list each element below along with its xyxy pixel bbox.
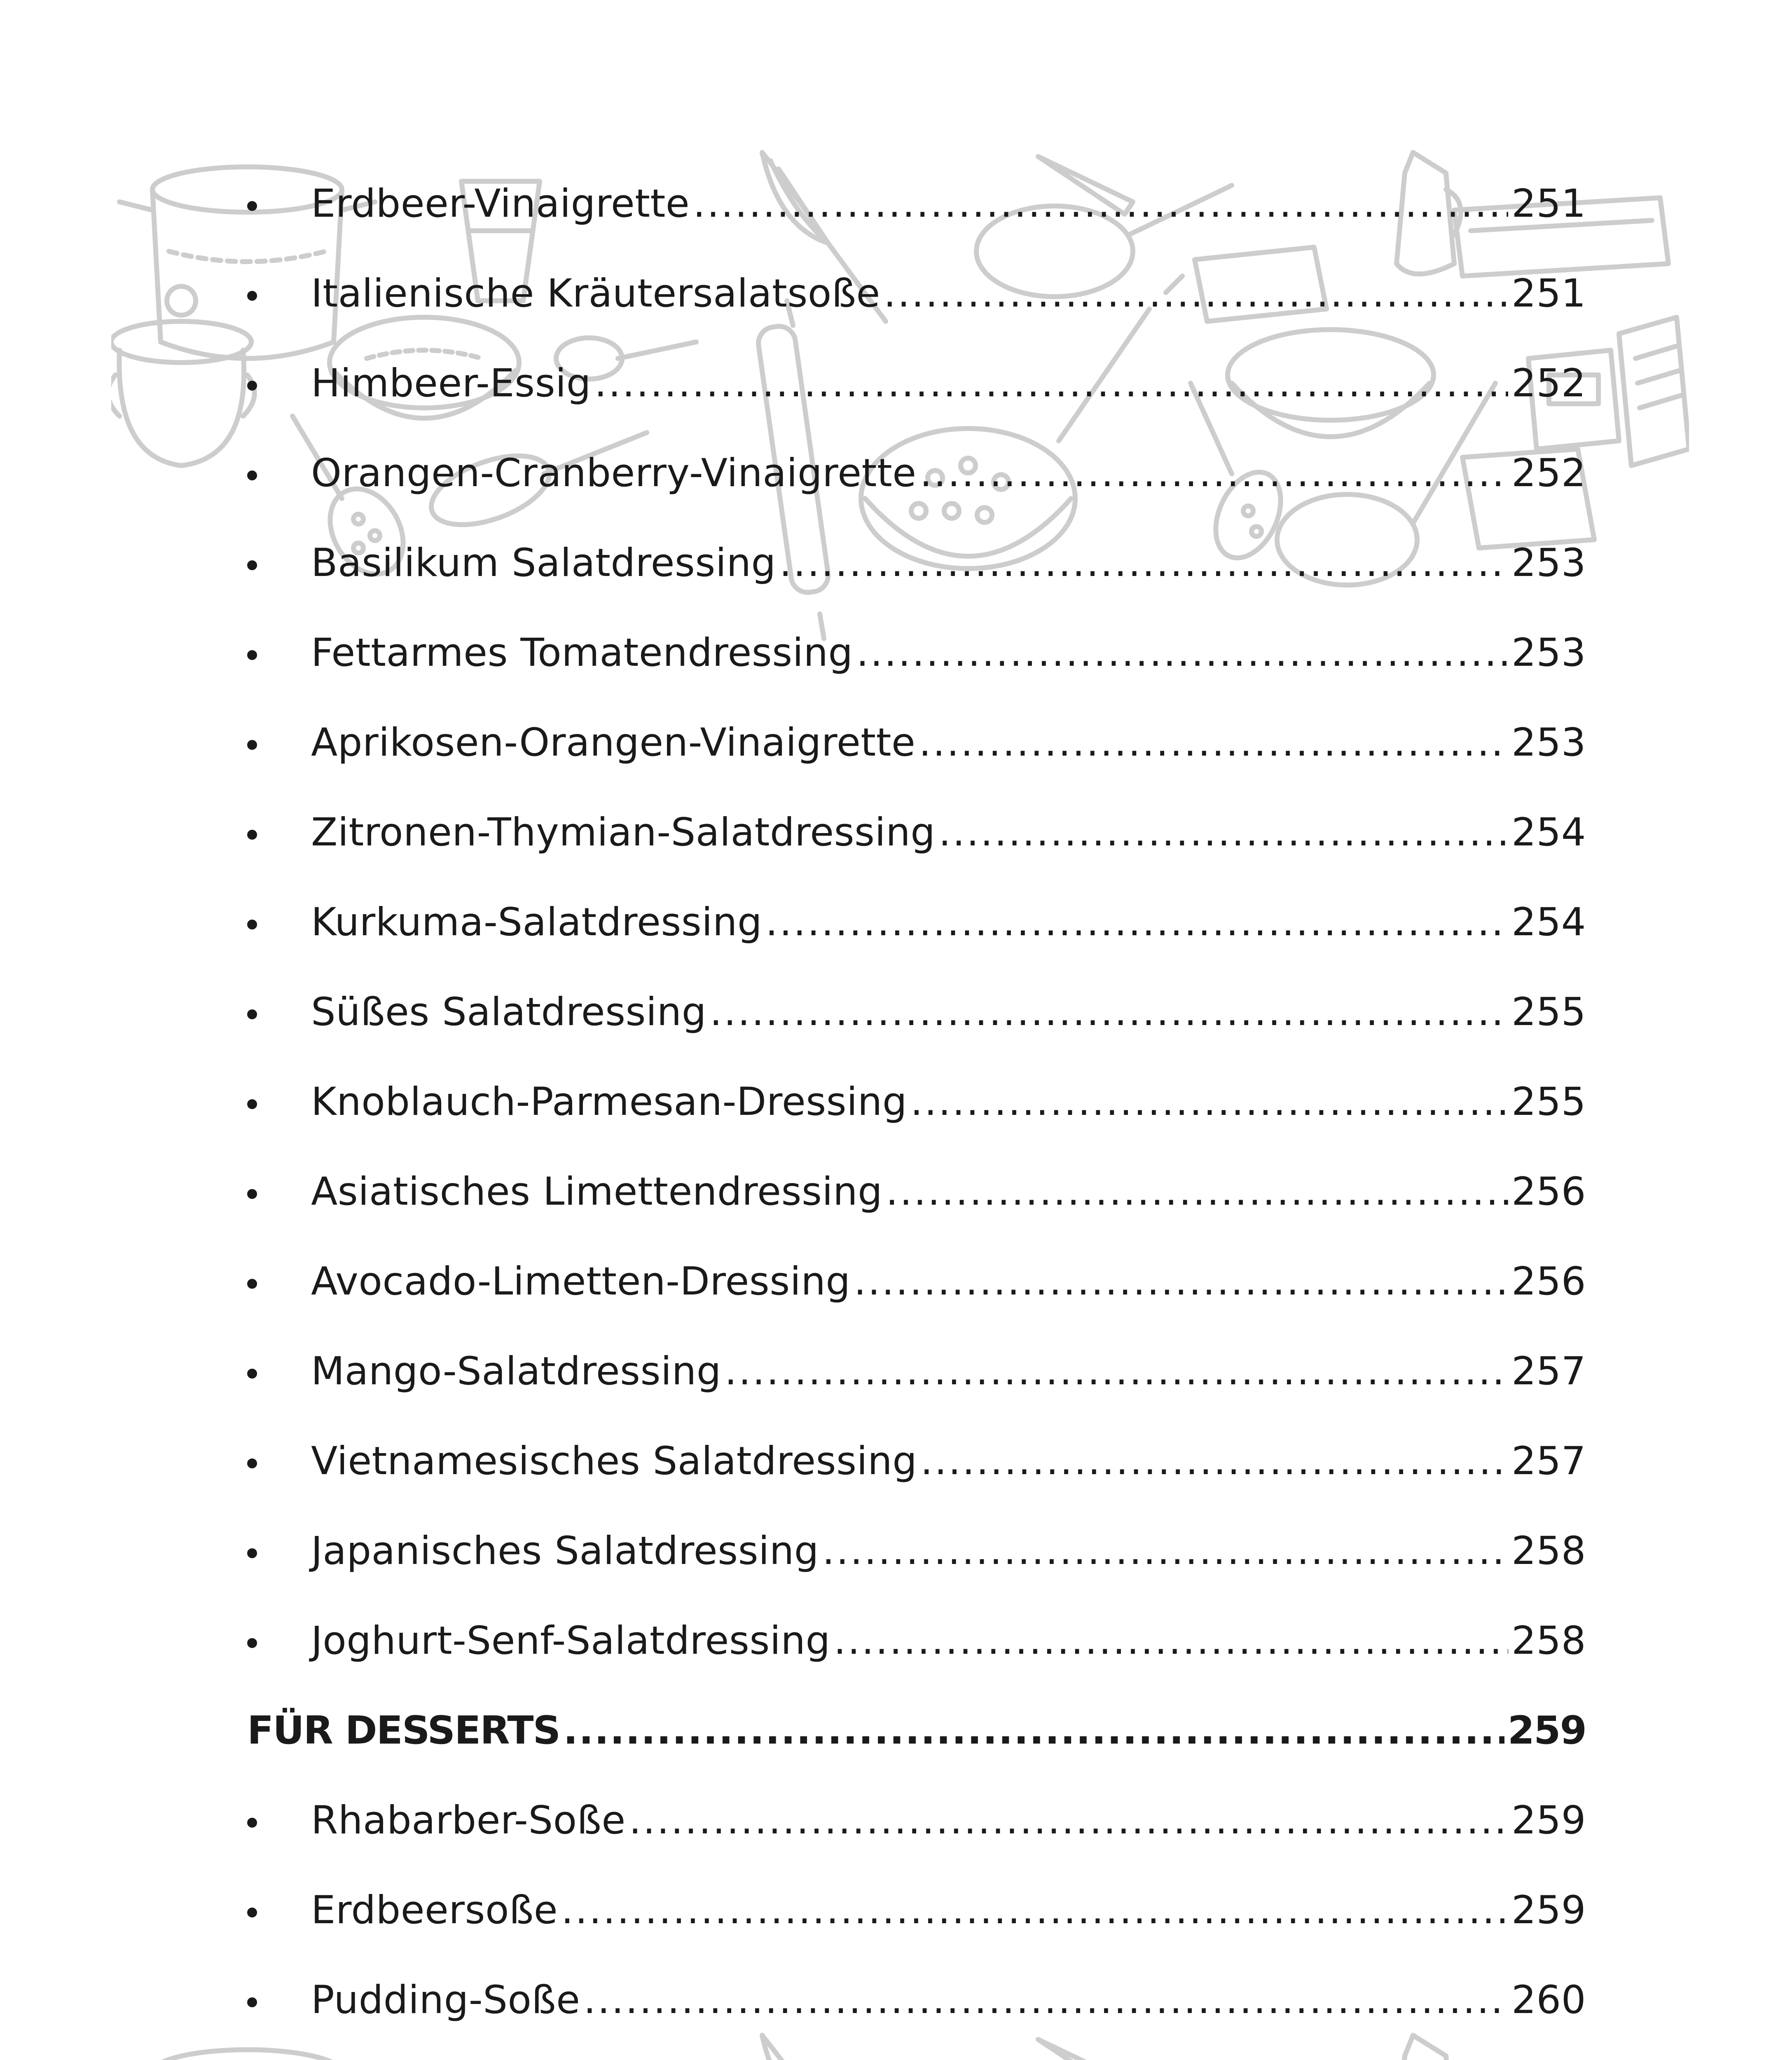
dot-leader	[693, 181, 1508, 226]
bullet-icon	[247, 830, 257, 840]
toc-entry-title: Erdbeersoße	[311, 1887, 558, 1933]
toc-entry[interactable]	[247, 518, 1586, 608]
toc-entry-line	[311, 1079, 1586, 1124]
toc-entry[interactable]	[247, 248, 1586, 338]
dot-leader	[594, 361, 1508, 406]
toc-page-number: 258	[1511, 1528, 1586, 1573]
bullet-icon	[247, 381, 257, 391]
bullet-icon	[247, 291, 257, 301]
bullet-icon	[247, 201, 257, 211]
toc-entry-line	[311, 1888, 1586, 1933]
dot-leader	[710, 990, 1508, 1035]
dot-leader	[919, 720, 1508, 765]
toc-entry-title: Aprikosen-Orangen-Vinaigrette	[311, 720, 916, 765]
toc-entry[interactable]	[247, 608, 1586, 698]
toc-page-number: 258	[1511, 1618, 1586, 1663]
toc-page-number: 256	[1511, 1169, 1586, 1214]
toc-entry[interactable]	[247, 1147, 1586, 1236]
sugar-bowl-icon	[111, 286, 255, 466]
bullet-icon	[247, 471, 257, 480]
bullet-icon	[247, 740, 257, 750]
dot-leader	[725, 1349, 1508, 1394]
toc-entry[interactable]	[247, 787, 1586, 877]
toc-page-number: 252	[1511, 360, 1586, 406]
toc-entry-title: Vietnamesisches Salatdressing	[311, 1438, 917, 1484]
toc-entry-line	[311, 361, 1586, 406]
bullet-icon	[247, 1638, 257, 1648]
toc-page-number: 257	[1511, 1348, 1586, 1394]
toc-entry-title: Avocado-Limetten-Dressing	[311, 1259, 851, 1304]
toc-page-number: 259	[1511, 1887, 1586, 1933]
toc-entry-line	[311, 1529, 1586, 1573]
toc-entry-line	[311, 271, 1586, 316]
toc-entry-line	[311, 541, 1586, 585]
bullet-icon	[247, 1818, 257, 1828]
dot-leader	[561, 1888, 1508, 1933]
dot-leader	[765, 900, 1508, 945]
bullet-icon	[247, 1009, 257, 1019]
toc-entry-title: Japanisches Salatdressing	[311, 1528, 819, 1573]
toc-entry-title: Erdbeer-Vinaigrette	[311, 181, 690, 226]
toc-entry-line	[311, 1978, 1586, 2023]
toc-entry-title: Basilikum Salatdressing	[311, 540, 776, 585]
dot-leader	[910, 1079, 1508, 1124]
dot-leader	[856, 630, 1508, 675]
toc-entry-line	[311, 1798, 1586, 1843]
toc-entry[interactable]	[247, 338, 1586, 428]
table-of-contents	[247, 159, 1586, 2060]
toc-page-number: 253	[1511, 720, 1586, 765]
bullet-icon	[247, 1548, 257, 1558]
bullet-icon	[247, 1279, 257, 1289]
toc-page-number: 253	[1511, 540, 1586, 585]
toc-entry-title: Joghurt-Senf-Salatdressing	[311, 1618, 830, 1663]
toc-page-number: 259	[1507, 1708, 1586, 1753]
bullet-icon	[247, 560, 257, 570]
toc-entry-title: Zitronen-Thymian-Salatdressing	[311, 810, 936, 855]
toc-entry[interactable]	[247, 1326, 1586, 1416]
toc-entry-line	[311, 1618, 1586, 1663]
toc-entry-title: Knoblauch-Parmesan-Dressing	[311, 1079, 907, 1124]
toc-entry[interactable]	[247, 1236, 1586, 1326]
toc-entry[interactable]	[247, 1955, 1586, 2045]
dot-leader	[822, 1529, 1508, 1573]
bullet-icon	[247, 650, 257, 660]
toc-entry-line	[311, 451, 1586, 496]
toc-entry-line	[311, 900, 1586, 945]
toc-entry-line	[311, 720, 1586, 765]
toc-entry-title: Kurkuma-Salatdressing	[311, 899, 763, 945]
toc-entry[interactable]	[247, 877, 1586, 967]
toc-entry[interactable]	[247, 698, 1586, 787]
toc-entry-title: Pudding-Soße	[311, 1977, 580, 2023]
bullet-icon	[247, 1908, 257, 1917]
toc-page-number: 251	[1511, 181, 1586, 226]
toc-page-number: 259	[1511, 1798, 1586, 1843]
dot-leader	[920, 451, 1509, 496]
toc-entry-line	[311, 1169, 1586, 1214]
dot-leader	[920, 1439, 1508, 1484]
toc-page-number: 255	[1511, 1079, 1586, 1124]
toc-entry[interactable]	[247, 1057, 1586, 1147]
toc-entry-title: Rhabarber-Soße	[311, 1798, 626, 1843]
grater-icon	[1619, 317, 1689, 466]
toc-page-number: 254	[1511, 899, 1586, 945]
toc-entry[interactable]	[247, 1865, 1586, 1955]
toc-entry-title: Mango-Salatdressing	[311, 1348, 721, 1394]
toc-entry-title: FÜR DESSERTS	[247, 1708, 560, 1753]
bullet-icon	[247, 1189, 257, 1199]
toc-entry-line	[311, 630, 1586, 675]
toc-entry-line	[311, 1259, 1586, 1304]
toc-entry-title: Himbeer-Essig	[311, 360, 591, 406]
bullet-icon	[247, 920, 257, 929]
toc-entry[interactable]	[247, 1775, 1586, 1865]
toc-entry-line	[247, 1708, 1586, 1753]
toc-section-heading[interactable]	[247, 1685, 1586, 1775]
dot-leader	[834, 1618, 1508, 1663]
toc-page-number: 253	[1511, 630, 1586, 675]
toc-entry-line	[311, 1439, 1586, 1484]
toc-entry-title: Italienische Kräutersalatsoße	[311, 271, 880, 316]
toc-page-number: 251	[1511, 271, 1586, 316]
toc-page-number: 260	[1511, 1977, 1586, 2023]
toc-entry-title: Süßes Salatdressing	[311, 989, 707, 1035]
bullet-icon	[247, 1458, 257, 1468]
toc-entry-line	[311, 990, 1586, 1035]
bullet-icon	[247, 1099, 257, 1109]
dot-leader	[884, 271, 1508, 316]
toc-page-number: 257	[1511, 1438, 1586, 1484]
toc-entry[interactable]	[247, 1416, 1586, 1506]
toc-entry-line	[311, 181, 1586, 226]
toc-entry-title: Fettarmes Tomatendressing	[311, 630, 853, 675]
dot-leader	[854, 1259, 1508, 1304]
toc-page-number: 254	[1511, 810, 1586, 855]
dot-leader	[886, 1169, 1508, 1214]
dot-leader	[938, 810, 1508, 855]
toc-entry-line	[311, 1349, 1586, 1394]
toc-page-number: 256	[1511, 1259, 1586, 1304]
toc-page-number: 252	[1511, 450, 1586, 496]
toc-entry[interactable]	[247, 1506, 1586, 1596]
bullet-icon	[247, 1997, 257, 2007]
toc-entry[interactable]	[247, 1596, 1586, 1685]
toc-entry[interactable]	[247, 967, 1586, 1057]
dot-leader	[583, 1978, 1508, 2023]
toc-entry[interactable]	[247, 428, 1586, 518]
dot-leader	[779, 541, 1508, 585]
bullet-icon	[247, 1369, 257, 1379]
toc-entry[interactable]	[247, 2045, 1586, 2060]
toc-entry-title: Orangen-Cranberry-Vinaigrette	[311, 450, 917, 496]
toc-entry-title: Asiatisches Limettendressing	[311, 1169, 883, 1214]
toc-entry[interactable]	[247, 159, 1586, 248]
toc-page-number: 255	[1511, 989, 1586, 1035]
dot-leader	[629, 1798, 1508, 1843]
dot-leader	[563, 1708, 1504, 1753]
toc-entry-line	[311, 810, 1586, 855]
